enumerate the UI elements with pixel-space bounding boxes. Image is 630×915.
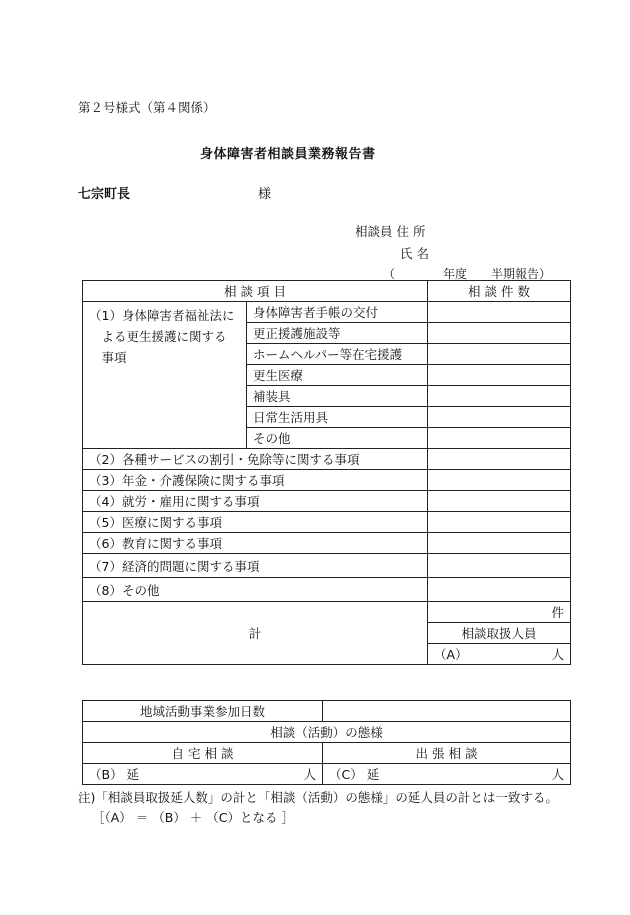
count-cell[interactable]	[428, 578, 571, 602]
count-cell[interactable]	[428, 470, 571, 491]
category-1-line: 事項	[89, 350, 127, 365]
header-count: 相 談 件 数	[428, 281, 571, 302]
category-label: （8）その他	[83, 578, 428, 602]
activity-form-row	[83, 722, 571, 743]
category-label: （2）各種サービスの割引・免除等に関する事項	[83, 449, 428, 470]
table-header-row	[83, 281, 571, 302]
c-label: （C） 延	[329, 767, 380, 782]
trip-consultation-label: 出 張 相 談	[323, 743, 571, 764]
activity-form-label: 相談（活動）の態様	[83, 722, 571, 743]
count-cell[interactable]	[428, 323, 571, 344]
subitem-label: 身体障害者手帳の交付	[247, 302, 428, 323]
activity-type-row	[83, 743, 571, 764]
category-1-line: よる更生援護に関する	[89, 329, 227, 344]
count-cell[interactable]	[428, 512, 571, 533]
formula-text: ［（A） ＝ （B） ＋ （C）となる ］	[92, 810, 294, 825]
consultant-address-label: 相談員 住 所	[355, 224, 426, 239]
count-cell[interactable]	[428, 407, 571, 428]
home-consultation-label: 自 宅 相 談	[83, 743, 323, 764]
b-label: （B） 延	[89, 767, 140, 782]
subitem-label: その他	[247, 428, 428, 449]
table-row	[83, 512, 571, 533]
total-label: 計	[83, 602, 428, 665]
count-cell[interactable]	[428, 386, 571, 407]
category-1-label	[83, 302, 247, 449]
table-row	[83, 533, 571, 554]
count-cell[interactable]	[428, 491, 571, 512]
count-cell[interactable]	[428, 344, 571, 365]
persons-unit: 人	[551, 647, 565, 662]
table-row	[83, 470, 571, 491]
consultant-name-label: 氏 名	[400, 246, 429, 261]
subitem-label: 更生医療	[247, 365, 428, 386]
subitem-label: 補装具	[247, 386, 428, 407]
count-cell[interactable]	[428, 302, 571, 323]
home-count-cell[interactable]	[83, 764, 323, 785]
total-count-unit[interactable]: 件	[428, 602, 571, 623]
persons-label: 相談取扱人員	[428, 623, 571, 644]
trip-count-cell[interactable]	[323, 764, 571, 785]
table-row	[83, 302, 571, 323]
c-unit: 人	[551, 767, 564, 782]
table-row	[83, 578, 571, 602]
category-label: （4）就労・雇用に関する事項	[83, 491, 428, 512]
subitem-label: 更正援護施設等	[247, 323, 428, 344]
subitem-label: 日常生活用具	[247, 407, 428, 428]
document-title: 身体障害者相談員業務報告書	[200, 147, 376, 162]
count-cell[interactable]	[428, 554, 571, 578]
header-item: 相 談 項 目	[83, 281, 428, 302]
honorific: 様	[258, 187, 272, 202]
report-period-label: （ 年度 半期報告）	[383, 267, 552, 281]
subitem-label: ホームヘルパー等在宅援護	[247, 344, 428, 365]
count-cell[interactable]	[428, 449, 571, 470]
form-number: 第２号様式（第４関係）	[78, 100, 216, 115]
count-cell[interactable]	[428, 533, 571, 554]
count-cell[interactable]	[428, 428, 571, 449]
activity-count-row	[83, 764, 571, 785]
activity-days-row	[83, 701, 571, 722]
table-row	[83, 554, 571, 578]
category-label: （3）年金・介護保険に関する事項	[83, 470, 428, 491]
count-cell[interactable]	[428, 365, 571, 386]
category-label: （5）医療に関する事項	[83, 512, 428, 533]
consultation-table	[82, 280, 571, 665]
table-row	[83, 491, 571, 512]
category-label: （6）教育に関する事項	[83, 533, 428, 554]
b-unit: 人	[303, 767, 316, 782]
total-row	[83, 602, 571, 623]
category-1-line: （1）身体障害者福祉法に	[89, 308, 235, 323]
persons-a-label: （A）	[434, 647, 468, 662]
activity-days-value[interactable]	[323, 701, 571, 722]
addressee: 七宗町長	[78, 187, 131, 202]
note-text: 注)「相談員取扱延人数」の計と「相談（活動）の態様」の延人員の計とは一致する。	[78, 790, 558, 805]
persons-a-cell[interactable]	[428, 644, 571, 665]
category-label: （7）経済的問題に関する事項	[83, 554, 428, 578]
activity-table	[82, 700, 571, 785]
activity-days-label: 地域活動事業参加日数	[83, 701, 323, 722]
table-row	[83, 449, 571, 470]
